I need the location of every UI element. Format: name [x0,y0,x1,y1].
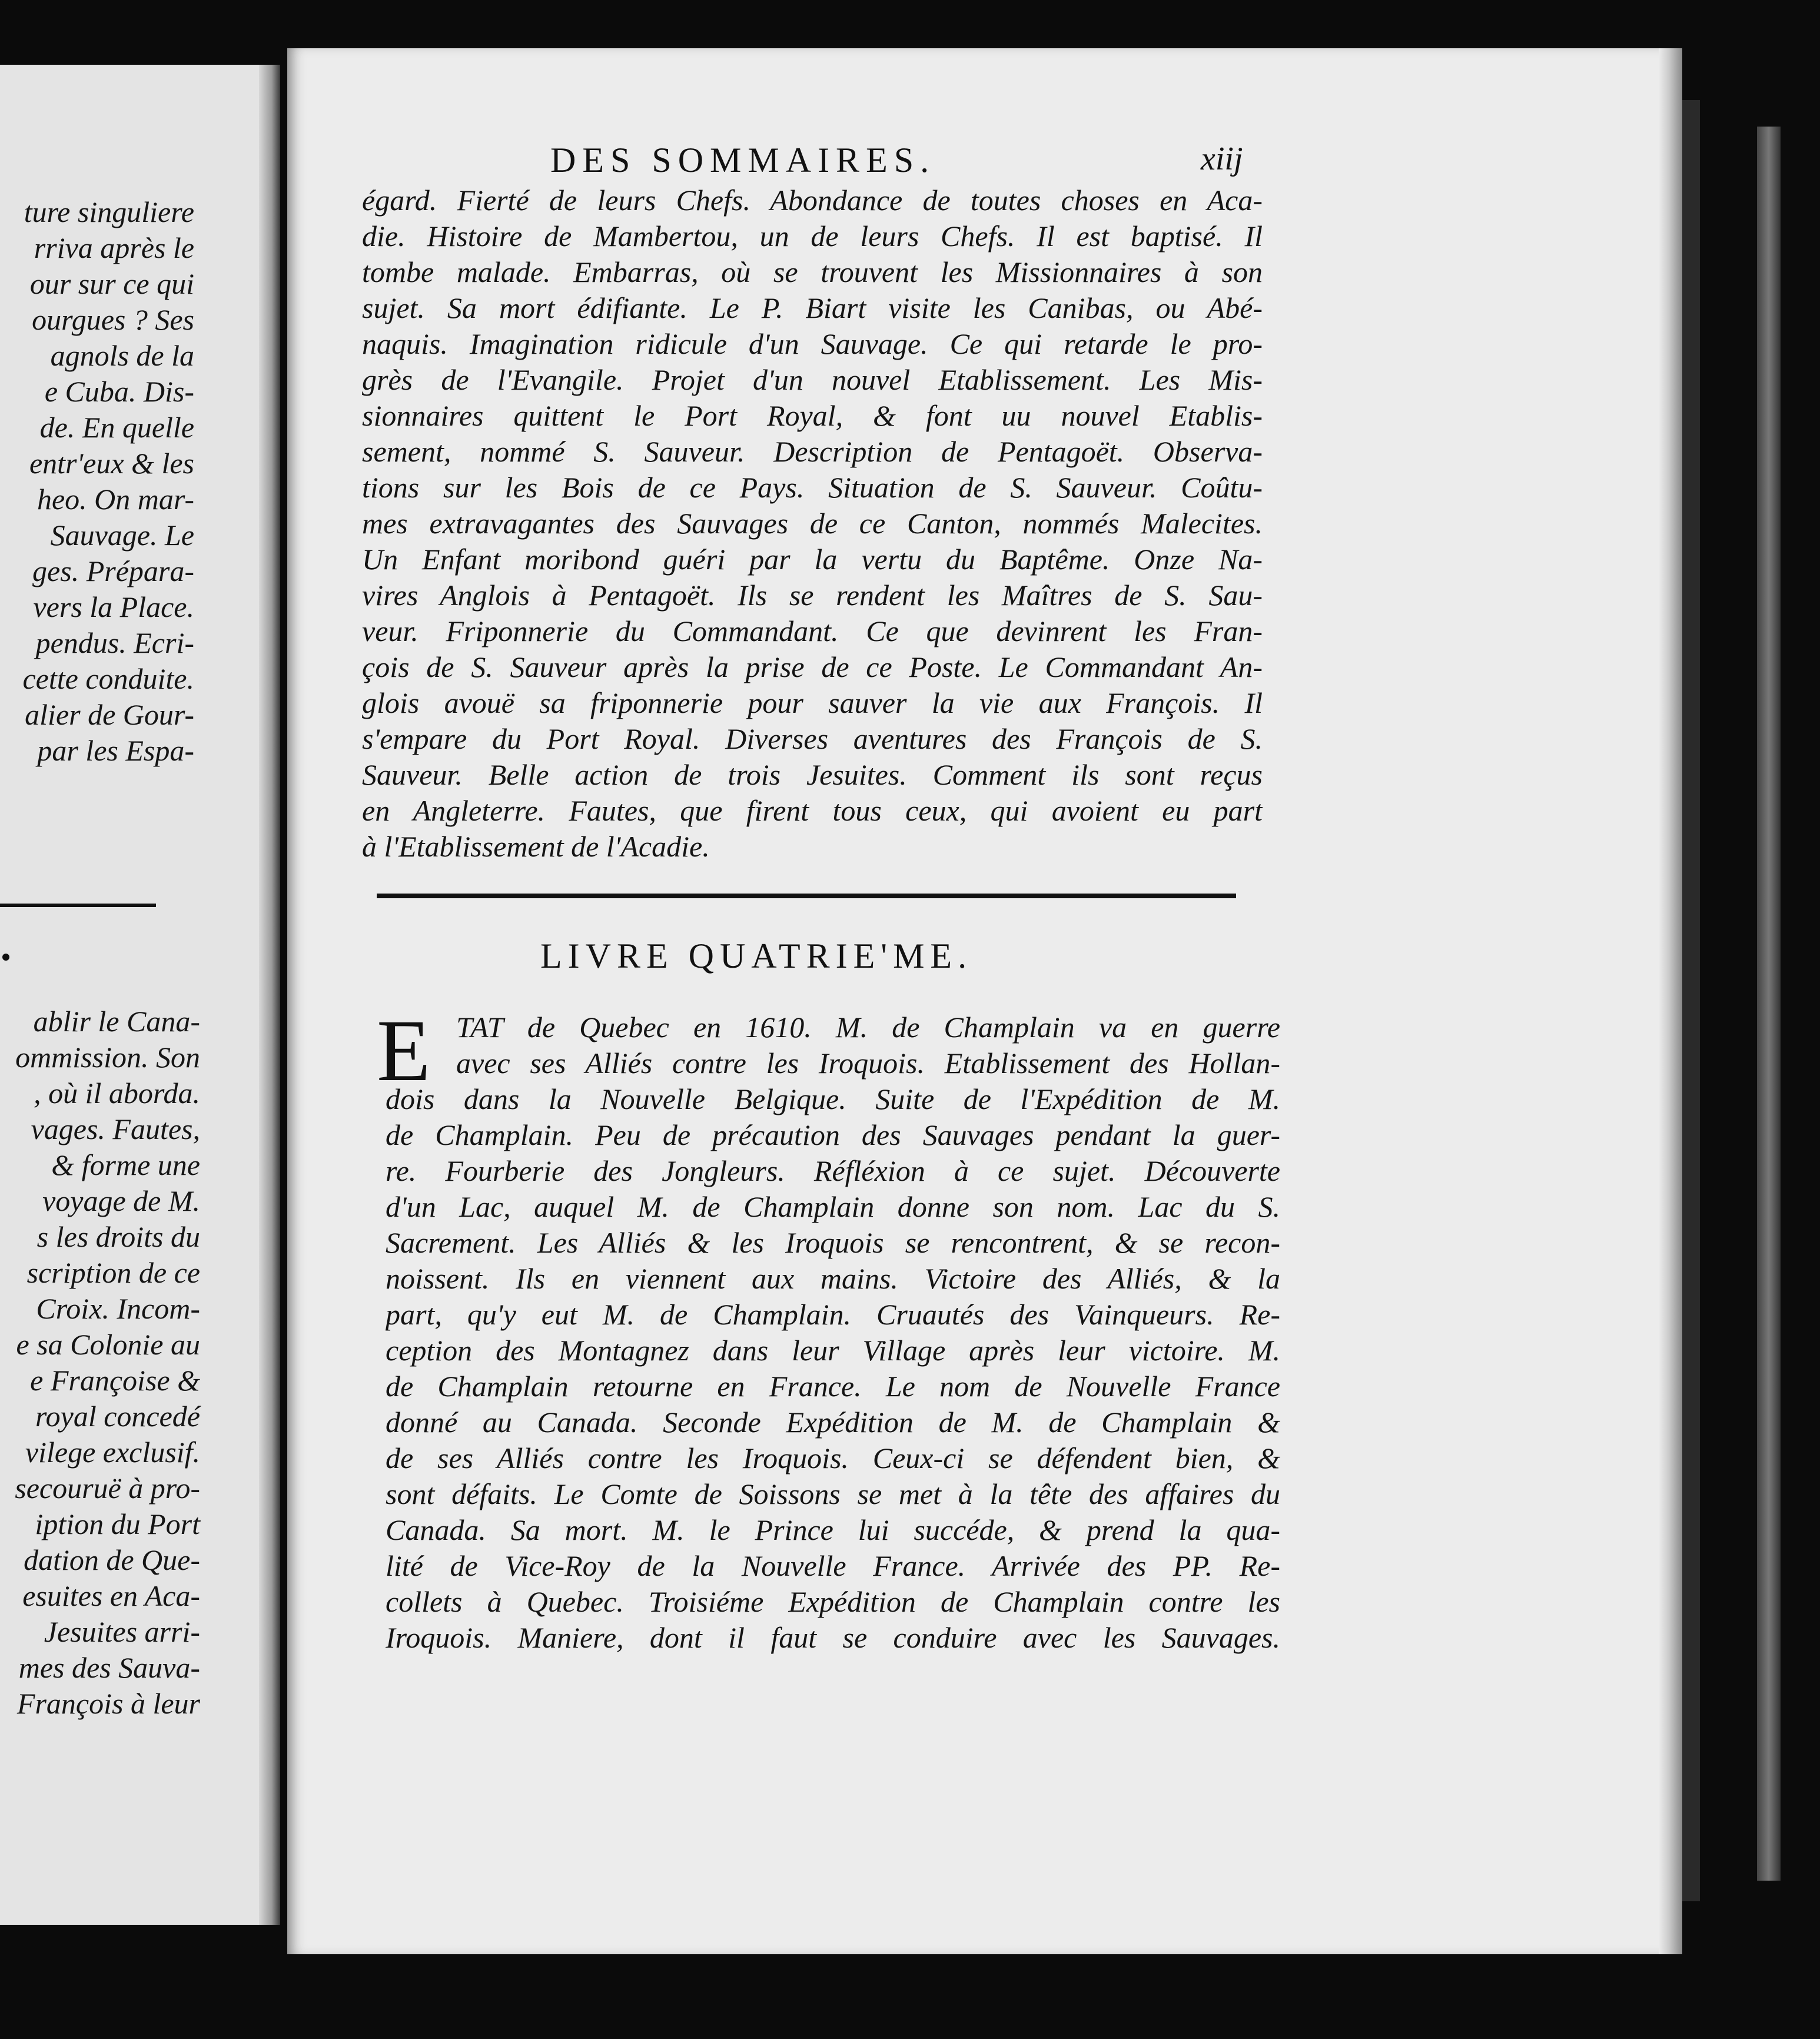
text-line: Un Enfant moribond guéri par la vertu du Baptême. Onze Na- [362,543,1263,576]
text-line: Sauveur. Belle action de trois Jesuites. Comment ils sont reçus [362,758,1263,791]
text-line: donné au Canada. Seconde Expédition de M. de Champlain & [386,1406,1280,1439]
text-line: sont défaits. Le Comte de Soissons se met à la tête des affaires du [386,1477,1280,1510]
text-line: à l'Etablissement de l'Acadie. [362,830,710,863]
left-line: vages. Fautes, [31,1113,200,1145]
left-line: scription de ce [26,1256,200,1289]
left-line: vilege exclusif. [25,1436,200,1469]
text-line: tombe malade. Embarras, où se trouvent les Missionnaires à son [362,255,1263,288]
drop-cap: E [377,1002,431,1100]
page-edge-shadow [1659,48,1682,1954]
left-line: secouruë à pro- [15,1472,200,1505]
text-line: dois dans la Nouvelle Belgique. Suite de l'Expédition de M. [386,1082,1280,1115]
left-line: pendus. Ecri- [35,626,194,659]
left-page-text-lower [15,1004,200,1722]
page-number: xiij [1201,141,1243,177]
text-line: sujet. Sa mort édifiante. Le P. Biart visite les Canibas, ou Abé- [362,291,1263,324]
text-line: Iroquois. Maniere, dont il faut se conduire avec les Sauvages. [386,1621,1280,1654]
text-line: mes extravagantes des Sauvages de ce Canton, nommés Malecites. [362,507,1263,540]
left-page-text-upper [22,194,194,769]
text-line: ception des Montagnez dans leur Village après leur victoire. M. [386,1334,1280,1367]
left-line: ablir le Cana- [33,1005,200,1038]
left-line: François à leur [16,1687,200,1720]
left-line: voyage de M. [42,1184,200,1217]
text-line: lité de Vice-Roy de la Nouvelle France. Arrivée des PP. Re- [386,1549,1280,1582]
left-line: dation de Que- [24,1543,200,1576]
text-line: d'un Lac, auquel M. de Champlain donne son nom. Lac du S. [386,1190,1280,1223]
left-line: Sauvage. Le [50,519,194,552]
left-page-fragment [0,65,277,1925]
text-line: çois de S. Sauveur après la prise de ce Poste. Le Commandant An- [362,650,1263,683]
left-line: vers la Place. [33,590,194,623]
left-line: iption du Port [35,1507,200,1540]
left-line: , où il aborda. [34,1077,200,1110]
text-line: collets à Quebec. Troisiéme Expédition de Champlain contre les [386,1585,1280,1618]
text-line: grès de l'Evangile. Projet d'un nouvel Etablissement. Les Mis- [362,363,1263,396]
left-line: ourgues ? Ses [32,303,194,336]
section-rule [377,894,1236,898]
left-line: Croix. Incom- [36,1292,200,1325]
left-line: rriva après le [34,231,194,264]
left-line: ges. Prépara- [32,554,194,587]
text-line: avec ses Alliés contre les Iroquois. Etablissement des Hollan- [456,1047,1280,1080]
left-line: royal concedé [35,1400,200,1433]
left-line: par les Espa- [37,734,194,767]
text-line: Canada. Sa mort. M. le Prince lui succéde, & prend la qua- [386,1513,1280,1546]
left-section-rule [0,904,156,907]
text-line: glois avouë sa friponnerie pour sauver la vie aux François. Il [362,686,1263,719]
left-line: our sur ce qui [29,267,194,300]
left-line: s les droits du [36,1220,200,1253]
section-title: LIVRE QUATRIE'ME. [540,937,973,975]
text-line: vires Anglois à Pentagoët. Ils se rendent les Maîtres de S. Sau- [362,579,1263,612]
left-line: ommission. Son [15,1041,200,1074]
left-page-gutter-shadow [259,65,280,1925]
text-line: naquis. Imagination ridicule d'un Sauvage. Ce qui retarde le pro- [362,327,1263,360]
text-line: veur. Friponnerie du Commandant. Ce que devinrent les Fran- [362,615,1263,647]
left-line: ture singuliere [24,195,194,228]
left-line: entr'eux & les [29,447,194,480]
left-line: agnols de la [50,339,194,372]
summary-continued-paragraph [362,182,1263,865]
left-line: alier de Gour- [25,698,194,731]
left-line: mes des Sauva- [18,1651,200,1684]
book-four-summary-paragraph [386,1009,1280,1656]
left-line: & forme une [51,1148,200,1181]
left-line: e sa Colonie au [16,1328,200,1361]
left-line: de. En quelle [39,411,194,444]
binding-edge [1682,100,1700,1901]
text-line: part, qu'y eut M. de Champlain. Cruautés des Vainqueurs. Re- [386,1298,1280,1331]
text-line: de Champlain. Peu de précaution des Sauvages pendant la guer- [386,1118,1280,1151]
left-line: e Cuba. Dis- [44,375,194,408]
text-line: re. Fourberie des Jongleurs. Réfléxion à ce sujet. Découverte [386,1154,1280,1187]
left-line: cette conduite. [22,662,194,695]
text-line: noissent. Ils en viennent aux mains. Victoire des Alliés, & la [386,1262,1280,1295]
text-line: égard. Fierté de leurs Chefs. Abondance de toutes choses en Aca- [362,184,1263,217]
text-line: die. Histoire de Mambertou, un de leurs Chefs. Il est baptisé. Il [362,220,1263,253]
text-line: TAT de Quebec en 1610. M. de Champlain va en guerre [456,1011,1280,1044]
left-line: e Françoise & [30,1364,200,1397]
left-line: esuites en Aca- [22,1579,200,1612]
text-line: sement, nommé S. Sauveur. Description de Pentagoët. Observa- [362,435,1263,468]
text-line: tions sur les Bois de ce Pays. Situation de S. Sauveur. Coûtu- [362,471,1263,504]
left-period-mark [2,954,9,961]
binding-edge-outer [1757,127,1781,1881]
text-line: sionnaires quittent le Port Royal, & font uu nouvel Etablis- [362,399,1263,432]
text-line: en Angleterre. Fautes, que firent tous ceux, qui avoient eu part [362,794,1263,827]
left-line: heo. On mar- [36,483,194,516]
text-line: de Champlain retourne en France. Le nom de Nouvelle France [386,1370,1280,1403]
text-line: de ses Alliés contre les Iroquois. Ceux-ci se défendent bien, & [386,1442,1280,1475]
text-line: Sacrement. Les Alliés & les Iroquois se rencontrent, & se recon- [386,1226,1280,1259]
left-line: Jesuites arri- [44,1615,200,1648]
text-line: s'empare du Port Royal. Diverses aventures des François de S. [362,722,1263,755]
running-head: DES SOMMAIRES. [550,141,936,180]
